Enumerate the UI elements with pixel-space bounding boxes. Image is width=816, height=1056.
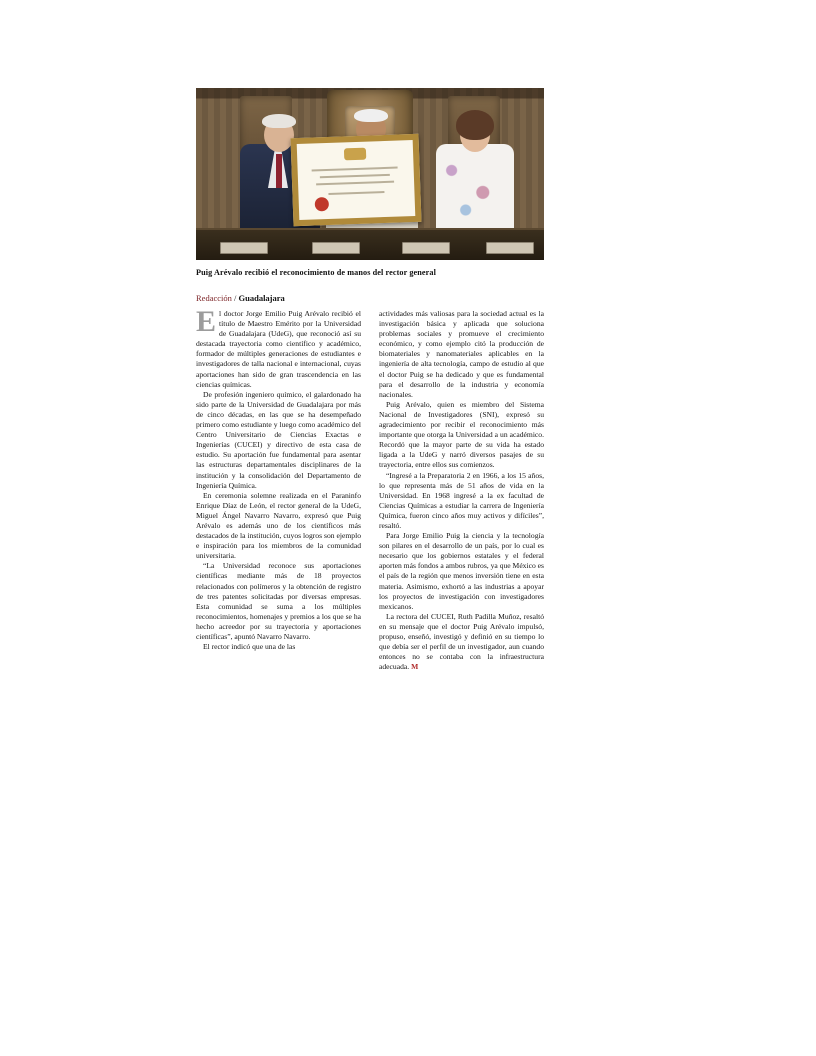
- column-right: [379, 309, 544, 672]
- hair: [262, 114, 296, 128]
- diploma-text-line: [316, 181, 394, 186]
- byline-separator: /: [231, 293, 239, 303]
- photo-caption: Puig Arévalo recibió el reconocimiento de manos del rector general: [196, 268, 436, 277]
- paragraph: Para Jorge Emilio Puig la ciencia y la tecnología son pilares en el desarrollo de un país, por lo cual es necesario que los gobiernos estatales y el federal aporten más fondos a ambos rubros, ya que México es el país de la región que menos inversión tiene en esta materia. Asimismo, exhortó a las industrias a apoyar los proyectos de investigación con investigadores mexicanos.: [379, 531, 544, 611]
- byline: [196, 293, 356, 303]
- paragraph: Puig Arévalo, quien es miembro del Sistema Nacional de Investigadores (SNI), expresó su agradecimiento por recibir el reconocimiento más importante que otorga la Universidad a un académico. Recordó que la mayor parte de su vida ha estado ligada a la UdeG y narró diversos pasajes de su trayectoria, entre ellos sus comienzos.: [379, 399, 544, 470]
- name-plate: [220, 242, 268, 254]
- paragraph: De profesión ingeniero químico, el galardonado ha sido parte de la Universidad de Guadalajara por más de cinco décadas, en las que se ha desempeñado primero como estudiante y luego como académico del Centro Universitario de Ciencias Exactas e Ingenierías (CUCEI) y directivo de esta casa de estudio. Su aportación fue fundamental para asentar las estructuras departamentales disciplinares de la institución y la consolidación del Departamento de Ingeniería Química.: [196, 389, 361, 490]
- end-mark: M: [411, 662, 419, 672]
- paragraph-text: La rectora del CUCEI, Ruth Padilla Muñoz, resaltó en su mensaje que el doctor Puig Arévalo impulsó, propuso, enseñó, investigó y definió en su tiempo lo que debía ser el perfil de un investigador, aun cuando entonces no se contaba con la infraestructura adecuada.: [379, 611, 544, 672]
- paragraph: En ceremonia solemne realizada en el Paraninfo Enrique Díaz de León, el rector general de la UdeG, Miguel Ángel Navarro Navarro, expresó que Puig Arévalo es además uno de los científicos más destacados de la institución, cuyos logros son ejemplo e inspiración para los miembros de la comunidad universitaria.: [196, 490, 361, 561]
- paragraph: [196, 305, 361, 390]
- paragraph-last: [379, 612, 544, 673]
- hair: [456, 110, 494, 140]
- diploma-text-line: [320, 174, 390, 178]
- floral-dress: [436, 144, 514, 232]
- article-columns: [196, 305, 544, 672]
- paragraph-text: l doctor Jorge Emilio Puig Arévalo recibió el título de Maestro Emérito por la Universidad de Guadalajara (UdeG), que reconoció así su destacada trayectoria como científico y académico, formador de múltiples generaciones de estudiantes e investigadores de talla nacional e internacional, cuyas aportaciones han sido de gran trascendencia en las ciencias químicas.: [196, 309, 361, 389]
- hair: [354, 109, 388, 122]
- person-rectora: [432, 110, 518, 232]
- paragraph: “Ingresé a la Preparatoria 2 en 1966, a los 15 años, lo que representa más de 51 años de vida en la Universidad. En 1968 ingresé a la ex facultad de Ciencias Químicas a estudiar la carrera de Ingeniería Química, fueron cinco años muy activos y difíciles”, resaltó.: [379, 470, 544, 530]
- paragraph: El rector indicó que una de las: [203, 642, 296, 652]
- news-article: [196, 88, 544, 672]
- diploma-text-line: [328, 191, 384, 195]
- byline-source: Redacción: [196, 293, 232, 303]
- column-left: [196, 305, 361, 672]
- diploma-text-line: [312, 167, 398, 172]
- presidium-desk: [196, 228, 544, 260]
- article-photo: [196, 88, 544, 260]
- photo-background: [196, 88, 544, 260]
- tie: [276, 154, 282, 188]
- diploma-seal: [315, 197, 329, 211]
- name-plate: [402, 242, 450, 254]
- framed-diploma: [291, 134, 422, 226]
- paragraph: “La Universidad reconoce sus aportaciones científicas mediante más de 18 proyectos relacionados con polímeros y la obtención de registro de tres patentes solicitadas por diversas empresas. Esta comunidad se suma a los múltiples reconocimientos, homenajes y premios a los que se ha hecho acreedor por su trayectoria y aportaciones científicas”, apuntó Navarro Navarro.: [196, 561, 361, 641]
- name-plate: [312, 242, 360, 254]
- name-plate: [486, 242, 534, 254]
- paragraph: actividades más valiosas para la sociedad actual es la investigación básica y aplicada que soluciona problemas sociales y promueve el crecimiento económico, y como ejemplo citó la producción de biomateriales y nanomateriales aplicables en la ingeniería de alta tecnología, campo de estudio al que el doctor Puig se ha dedicado y que es fundamental para el desarrollo de la industria y economía nacionales.: [379, 309, 544, 399]
- byline-place: Guadalajara: [238, 293, 285, 303]
- drop-cap: E: [196, 305, 217, 338]
